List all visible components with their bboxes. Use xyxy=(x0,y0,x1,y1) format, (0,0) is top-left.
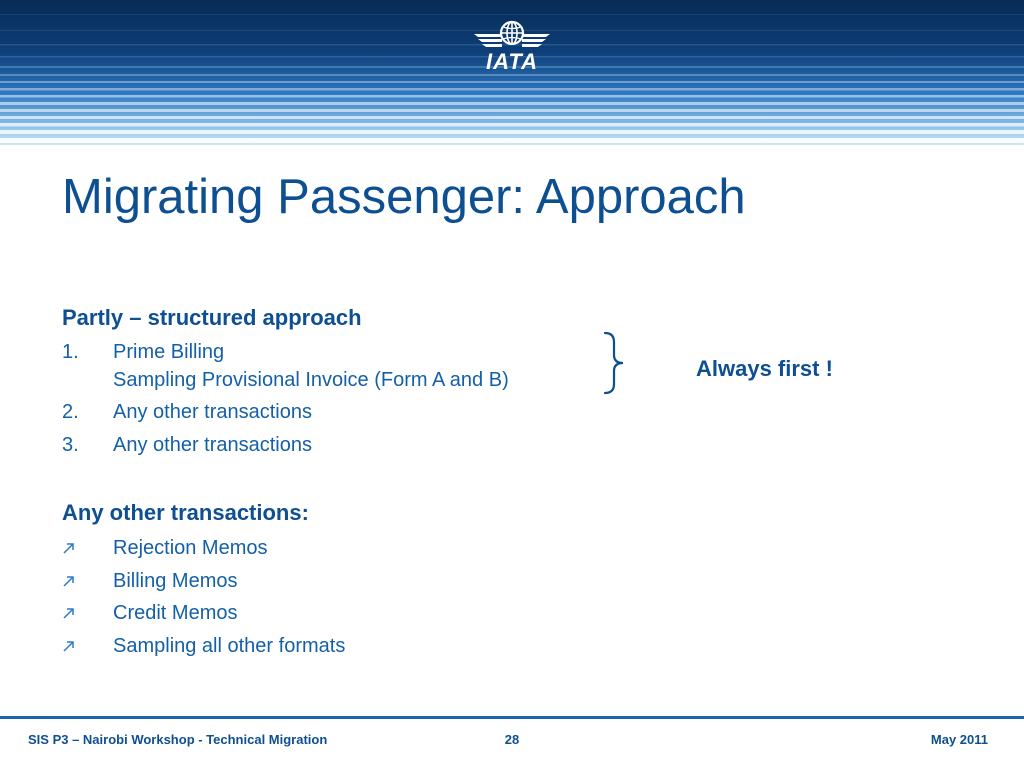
header-banner xyxy=(0,0,1024,150)
bullet-text: Rejection Memos xyxy=(113,537,268,559)
arrow-northeast-icon xyxy=(62,639,76,653)
slide-title: Migrating Passenger: Approach xyxy=(62,170,746,224)
bullet-text: Sampling all other formats xyxy=(113,635,346,657)
section-heading-other-transactions: Any other transactions: xyxy=(62,500,309,525)
always-first-callout: Always first ! xyxy=(696,356,833,381)
bullet-text: Billing Memos xyxy=(113,570,238,592)
footer-presentation-name: SIS P3 – Nairobi Workshop - Technical Migration xyxy=(28,732,328,747)
footer-page-number: 28 xyxy=(504,732,520,747)
arrow-northeast-icon xyxy=(62,606,76,620)
item-text-line-1: Prime Billing xyxy=(113,341,225,363)
arrow-northeast-icon xyxy=(62,574,76,588)
right-brace-icon xyxy=(599,330,633,396)
iata-logo xyxy=(470,18,554,74)
item-text: Any other transactions xyxy=(113,401,312,423)
bullet-text: Credit Memos xyxy=(113,602,238,624)
section-heading-approach: Partly – structured approach xyxy=(62,305,362,330)
footer-divider xyxy=(0,716,1024,719)
item-number: 3. xyxy=(62,434,79,456)
arrow-northeast-icon xyxy=(62,541,76,555)
item-number: 1. xyxy=(62,341,79,363)
item-number: 2. xyxy=(62,401,79,423)
item-text-line-2: Sampling Provisional Invoice (Form A and B) xyxy=(113,369,509,391)
footer-date: May 2011 xyxy=(930,732,988,747)
logo-wordmark: IATA xyxy=(485,49,539,74)
item-text: Any other transactions xyxy=(113,434,312,456)
